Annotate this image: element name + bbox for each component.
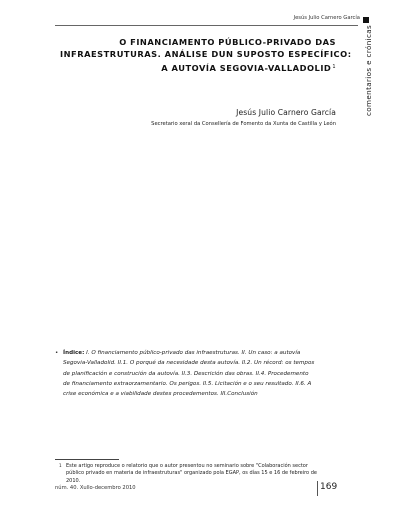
section-side-label bbox=[350, 24, 380, 120]
title-line-3 bbox=[60, 61, 336, 74]
footnote-line-1: Este artigo reproduce o relatorio que o autor presentou no seminario sobre "Colaboración sector bbox=[66, 463, 308, 469]
author-name: Jesús Julio Carnero García bbox=[236, 108, 336, 117]
abstract-index bbox=[55, 348, 353, 399]
running-header: Jesús Julio Carnero García bbox=[293, 15, 360, 21]
footnote-mark: 1 bbox=[59, 463, 62, 468]
abstract-bullet: • bbox=[55, 350, 59, 356]
abstract-line-2: Segovia-Valladolid. II.1. O porqué da necesidade desta autovía. II.2. Un récord: os tempos bbox=[63, 360, 315, 367]
abstract-line-3: de planificación e construción da autovía. II.3. Descrición das obras. II.4. Procedemento bbox=[63, 370, 309, 377]
article-title bbox=[60, 36, 352, 74]
title-line-1: O FINANCIAMENTO PÚBLICO-PRIVADO DAS bbox=[119, 37, 336, 47]
abstract-line-4: de financiamento extraorzamentario. Os perigos. II.5. Licitación e o seu resultado. II.6. A bbox=[63, 380, 312, 387]
footnote-rule bbox=[55, 459, 119, 460]
title-line-2: INFRAESTRUTURAS. ANÁLISE DUN SUPOSTO ESPECÍFICO: bbox=[60, 49, 352, 60]
section-marker-square bbox=[363, 17, 369, 23]
header-rule bbox=[55, 25, 358, 26]
title-footnote-mark: 1 bbox=[332, 63, 336, 70]
footnote-line-3: 2010. bbox=[66, 477, 81, 484]
footnote bbox=[59, 463, 346, 485]
abstract-line-1 bbox=[63, 348, 353, 358]
author-affiliation: Secretario xeral da Consellería de Fomento da Xunta de Castilla y León bbox=[151, 121, 336, 127]
footnote-line-2: público privado en materia de infraestruturas" organizado pola EGAP, os días 15 e 16 de febreiro de bbox=[66, 470, 317, 477]
title-line-3-text: A AUTOVÍA SEGOVIA-VALLADOLID bbox=[161, 62, 332, 73]
footer-divider bbox=[317, 481, 318, 496]
abstract-label: Índice: bbox=[63, 350, 85, 356]
section-side-label-text: comentarios e crónicas bbox=[364, 24, 373, 116]
issue-info: núm. 40. Xullo-decembro 2010 bbox=[55, 485, 136, 491]
abstract-line-5: crise económica e a viabilidade destes procedementos. III.Conclusión bbox=[63, 391, 258, 398]
page-number: 169 bbox=[320, 482, 338, 492]
abstract-line-1-text: I. O financiamento público-privado das infraestruturas. II. Un caso: a autovía bbox=[84, 350, 301, 356]
